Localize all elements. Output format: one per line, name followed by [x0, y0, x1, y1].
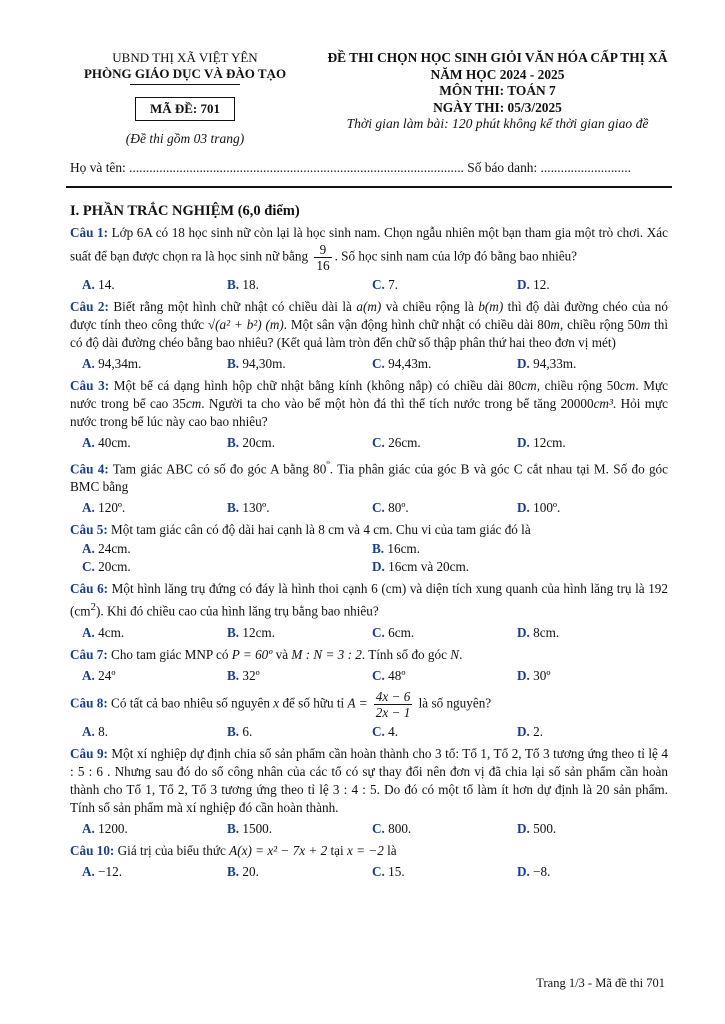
question-text: . Một sân vận động hình chữ nhật có chiều dài 80 [283, 317, 551, 332]
option-text: 15. [388, 863, 405, 879]
option-d[interactable] [517, 355, 662, 373]
math-unit: cm [521, 378, 537, 393]
question-9 [70, 745, 668, 817]
option-c[interactable] [372, 624, 517, 642]
option-text: 4. [388, 723, 399, 739]
options-q1 [82, 276, 668, 294]
option-d[interactable] [517, 276, 662, 294]
question-text: và [272, 646, 292, 662]
option-c[interactable] [372, 863, 517, 881]
question-3 [70, 377, 668, 431]
page-footer: Trang 1/3 - Mã đề thi 701 [536, 976, 665, 990]
option-text: 94,33m. [533, 356, 577, 371]
option-d[interactable] [517, 624, 662, 642]
question-text: Tam giác ABC có số đo góc A bằng 80 [108, 461, 327, 477]
option-letter: A. [82, 356, 95, 371]
options-q10 [82, 863, 668, 881]
option-text: 6. [242, 723, 253, 739]
option-c[interactable] [372, 723, 517, 741]
option-a[interactable] [82, 499, 227, 517]
header-left [60, 50, 310, 147]
option-text: 500. [533, 820, 557, 836]
option-letter: B. [227, 277, 240, 292]
option-d[interactable] [517, 434, 662, 452]
exam-subject: MÔN THI: TOÁN 7 [439, 83, 556, 98]
option-text: 4cm. [98, 624, 125, 640]
question-text: là số nguyên? [415, 695, 492, 711]
option-letter: A. [82, 667, 95, 683]
option-letter: B. [227, 356, 240, 371]
option-letter: A. [82, 820, 95, 836]
option-text: 24º [98, 667, 116, 683]
question-text: Cho tam giác MNP có [107, 646, 232, 662]
option-c[interactable] [372, 434, 517, 452]
option-letter: C. [372, 667, 385, 683]
option-c[interactable] [372, 355, 517, 373]
option-d[interactable] [517, 820, 662, 838]
option-text: 12. [533, 277, 550, 292]
option-letter: C. [372, 820, 385, 836]
option-b[interactable] [227, 863, 372, 881]
option-text: 16cm và 20cm. [388, 559, 470, 575]
question-text: . Tính số đo góc [361, 646, 451, 662]
option-letter: C. [372, 277, 385, 292]
question-2 [70, 298, 668, 352]
option-letter: B. [372, 541, 385, 557]
question-text: Một hình lăng trụ đứng có đáy là hình thoi cạnh 6 (cm) và diện tích xung quanh của hình lăng trụ là 192 (cm [70, 581, 668, 619]
option-letter: C. [82, 559, 95, 575]
divider [130, 84, 240, 85]
option-text: 20. [242, 863, 259, 879]
question-text: . Người ta cho vào bể một hòn đá thì thể tích nước trong bể tăng 20000 [201, 396, 594, 411]
option-text: 94,30m. [242, 356, 286, 371]
option-text: 2. [533, 723, 544, 739]
question-text: , chiều rộng 50 [536, 378, 620, 393]
question-text: Một bể cá dạng hình hộp chữ nhật bằng kính (không nắp) có chiều dài 80 [109, 378, 522, 393]
question-10 [70, 842, 668, 860]
options-q6 [82, 624, 668, 642]
option-b[interactable] [227, 355, 372, 373]
math-expr: A(x) = x² − 7x + 2 [229, 842, 328, 858]
option-text: 48º [388, 667, 406, 683]
option-letter: D. [517, 820, 530, 836]
option-letter: C. [372, 863, 385, 879]
question-label: Câu 6: [70, 581, 109, 597]
question-text: . Hỏi mực nước trong bể lúc này cao bao nhiêu? [70, 396, 668, 429]
options-q7 [82, 667, 668, 685]
option-text: 800. [388, 820, 412, 836]
options-q5 [82, 540, 668, 576]
option-text: 40cm. [98, 435, 131, 450]
question-label: Câu 7: [70, 646, 108, 662]
option-letter: D. [517, 723, 530, 739]
option-b[interactable] [227, 499, 372, 517]
option-a[interactable] [82, 540, 372, 558]
option-letter: C. [372, 435, 385, 450]
math-expr: N [450, 646, 460, 662]
math-expr: x = −2 [346, 842, 384, 858]
option-letter: D. [517, 435, 530, 450]
option-text: 12cm. [533, 435, 566, 450]
question-label: Câu 10: [70, 842, 115, 858]
option-text: 16cm. [387, 541, 420, 557]
option-text: 32º [242, 667, 260, 683]
option-c[interactable] [82, 558, 372, 576]
question-text: để số hữu tỉ [279, 695, 348, 711]
option-letter: B. [227, 500, 240, 516]
math-formula: √(a² + b²) (m) [207, 317, 284, 332]
option-text: 30º [533, 667, 551, 683]
option-letter: A. [82, 723, 95, 739]
option-text: 7. [388, 277, 399, 292]
question-text: Lớp 6A có 18 học sinh nữ còn lại là học sinh nam. Chọn ngẫu nhiên một bạn tham gia một trò chơi. Xác suất để bạn được chọn ra là học sinh nữ bằng [70, 225, 668, 264]
pages-note: (Đề thi gồm 03 trang) [125, 131, 245, 146]
option-text: 14. [98, 277, 115, 292]
question-4 [70, 456, 668, 496]
option-letter: A. [82, 435, 95, 450]
option-letter: B. [227, 863, 240, 879]
options-q4 [82, 499, 668, 517]
id-field[interactable]: ........................... [540, 160, 631, 175]
option-text: 8. [98, 723, 109, 739]
degree-symbol: º [326, 459, 330, 471]
option-c[interactable] [372, 499, 517, 517]
option-text: 80º. [388, 500, 409, 516]
option-a[interactable] [82, 276, 227, 294]
question-label: Câu 9: [70, 745, 108, 761]
question-text: là [383, 842, 397, 858]
options-q2 [82, 355, 668, 373]
option-text: 94,43m. [388, 356, 432, 371]
option-c[interactable] [372, 820, 517, 838]
option-letter: C. [372, 356, 385, 371]
question-1 [70, 224, 668, 273]
question-text: Một tam giác cân có độ dài hai cạnh là 8 cm và 4 cm. Chu vi của tam giác đó là [107, 522, 531, 538]
id-label: Số báo danh: [463, 160, 541, 175]
option-text: 130º. [242, 500, 270, 516]
option-letter: D. [517, 667, 530, 683]
options-q3 [82, 434, 668, 452]
option-a[interactable] [82, 667, 227, 685]
option-text: 8cm. [533, 624, 560, 640]
option-d[interactable] [372, 558, 662, 576]
math-unit: cm [185, 396, 202, 411]
option-letter: A. [82, 277, 95, 292]
header-right [300, 50, 695, 133]
option-text: 18. [242, 277, 259, 292]
option-b[interactable] [227, 276, 372, 294]
option-text: 94,34m. [98, 356, 142, 371]
question-text: thì độ dài đường chéo của nó được tính theo công thức [70, 299, 668, 332]
student-info [70, 160, 670, 176]
options-q8 [82, 723, 668, 741]
exam-time: Thời gian làm bài: 120 phút không kể thời gian giao đề [346, 116, 649, 131]
math-expr: x [273, 695, 280, 711]
option-letter: D. [517, 863, 530, 879]
option-letter: D. [517, 277, 530, 292]
question-text: Một xí nghiệp dự định chia số sản phẩm cần hoàn thành cho 3 tổ: Tổ 1, Tổ 2, Tổ 3 tương ứng theo tỉ lệ 4 : 5 : 6 . Nhưng sau đó do số công nhân của các tổ có sự thay đổi nên đơn vị đã chia lại số sản phẩm cần hoàn thành cho Tổ 1, Tổ 2, Tổ 3 tương ứng theo tỉ lệ 3 : 4 : 5. Do đó có một tổ làm ít hơn dự định là 20 sản phẩm. Tính số sản phẩm mà xí nghiệp đó cần hoàn thành. [70, 745, 668, 815]
option-letter: A. [82, 541, 95, 557]
option-c[interactable] [372, 276, 517, 294]
math-expr: b(m) [478, 299, 504, 314]
name-field[interactable]: .................................................................................................... [129, 160, 464, 175]
option-letter: D. [517, 624, 530, 640]
option-letter: B. [227, 723, 240, 739]
option-a[interactable] [82, 820, 227, 838]
question-text: ). Khi đó chiều cao của hình lăng trụ bằng bao nhiêu? [96, 603, 379, 619]
option-text: 20cm. [98, 559, 131, 575]
math-unit: cm [619, 378, 636, 393]
question-5 [70, 521, 668, 539]
option-b[interactable] [227, 624, 372, 642]
option-text: 1200. [98, 820, 128, 836]
option-b[interactable] [227, 434, 372, 452]
option-d[interactable] [517, 723, 662, 741]
option-letter: D. [372, 559, 385, 575]
question-8 [70, 689, 668, 720]
math-unit: cm³ [593, 396, 613, 411]
option-d[interactable] [517, 499, 662, 517]
option-text: 120º. [98, 500, 126, 516]
header-rule [66, 186, 672, 188]
option-text: 20cm. [242, 435, 275, 450]
option-letter: C. [372, 500, 385, 516]
question-7: Câu 7: Cho tam giác MNP có P = 60º và M : N = 3 : 2. Tính số đo góc N. [70, 646, 463, 662]
question-text: , chiều rộng 50 [559, 317, 641, 332]
question-label: Câu 1: [70, 225, 108, 240]
option-letter: A. [82, 500, 95, 516]
question-text: và chiều rộng là [381, 299, 479, 314]
question-label: Câu 8: [70, 695, 108, 711]
org-line2: PHÒNG GIÁO DỤC VÀ ĐÀO TẠO [83, 66, 287, 81]
option-letter: B. [227, 435, 240, 450]
option-letter: B. [227, 624, 240, 640]
math-expr: M : N = 3 : 2 [291, 646, 362, 662]
option-d[interactable] [517, 863, 662, 881]
option-text: −12. [98, 863, 123, 879]
question-text: Có tất cả bao nhiêu số nguyên [107, 695, 274, 711]
math-unit: m [550, 317, 560, 332]
question-text: . Tia phân giác của góc B và góc C cắt nhau tại M. Số đo góc BMC bằng [70, 461, 668, 495]
name-label: Họ và tên: [70, 160, 130, 175]
question-text: thì có độ dài đường chéo bằng bao nhiêu? (Kết quả làm tròn đến chữ số thập phân thứ hai theo đơn vị mét) [70, 317, 669, 350]
option-a[interactable] [82, 723, 227, 741]
question-label: Câu 2: [70, 299, 109, 314]
option-letter: C. [372, 723, 385, 739]
math-expr: A = [347, 695, 368, 711]
option-d[interactable] [517, 667, 662, 685]
option-text: 24cm. [98, 541, 131, 557]
option-text: −8. [533, 863, 551, 879]
question-text: Biết rằng một hình chữ nhật có chiều dài là [108, 299, 357, 314]
option-b[interactable] [372, 540, 662, 558]
math-unit: m [640, 317, 651, 332]
option-text: 100º. [533, 500, 561, 516]
option-text: 6cm. [388, 624, 415, 640]
option-a[interactable] [82, 355, 227, 373]
option-letter: A. [82, 624, 95, 640]
option-b[interactable] [227, 667, 372, 685]
option-b[interactable] [227, 723, 372, 741]
exam-title: ĐỀ THI CHỌN HỌC SINH GIỎI VĂN HÓA CẤP THỊ XÃ [327, 50, 668, 65]
option-letter: D. [517, 356, 530, 371]
exam-content [70, 202, 668, 885]
frac-num: 9 [314, 242, 331, 258]
option-text: 12cm. [242, 624, 275, 640]
question-text: Giá trị của biểu thức [114, 842, 230, 858]
frac-num: 4x − 6 [375, 688, 411, 704]
option-letter: B. [227, 820, 240, 836]
question-6 [70, 580, 668, 620]
question-label: Câu 4: [70, 461, 109, 477]
option-text: 26cm. [388, 435, 421, 450]
math-expr: a(m) [356, 299, 382, 314]
options-q9 [82, 820, 668, 838]
question-label: Câu 3: [70, 378, 110, 393]
option-text: 1500. [242, 820, 273, 836]
question-text: . Số học sinh nam của lớp đó bằng bao nhiêu? [334, 248, 578, 264]
exam-code: MÃ ĐỀ: 701 [135, 97, 235, 121]
math-expr: P = 60º [231, 646, 273, 662]
option-a[interactable] [82, 624, 227, 642]
frac-den: 16 [316, 258, 330, 273]
option-letter: B. [227, 667, 240, 683]
option-letter: D. [517, 500, 530, 516]
option-a[interactable] [82, 863, 227, 881]
option-c[interactable] [372, 667, 517, 685]
option-letter: A. [82, 863, 95, 879]
fraction [314, 242, 331, 273]
option-b[interactable] [227, 820, 372, 838]
superscript: 2 [90, 601, 97, 614]
exam-date: NGÀY THI: 05/3/2025 [433, 99, 562, 115]
option-a[interactable] [82, 434, 227, 452]
option-letter: C. [372, 624, 385, 640]
question-text: . Mực nước trong bể cao 35 [70, 378, 669, 411]
section-title: I. PHẦN TRẮC NGHIỆM (6,0 điểm) [70, 203, 300, 219]
fraction [374, 689, 413, 720]
question-label: Câu 5: [70, 522, 108, 538]
org-line1: UBND THỊ XÃ VIỆT YÊN [112, 50, 258, 65]
question-text: tại [327, 842, 347, 858]
frac-den: 2x − 1 [375, 704, 411, 720]
exam-year: NĂM HỌC 2024 - 2025 [430, 66, 565, 82]
